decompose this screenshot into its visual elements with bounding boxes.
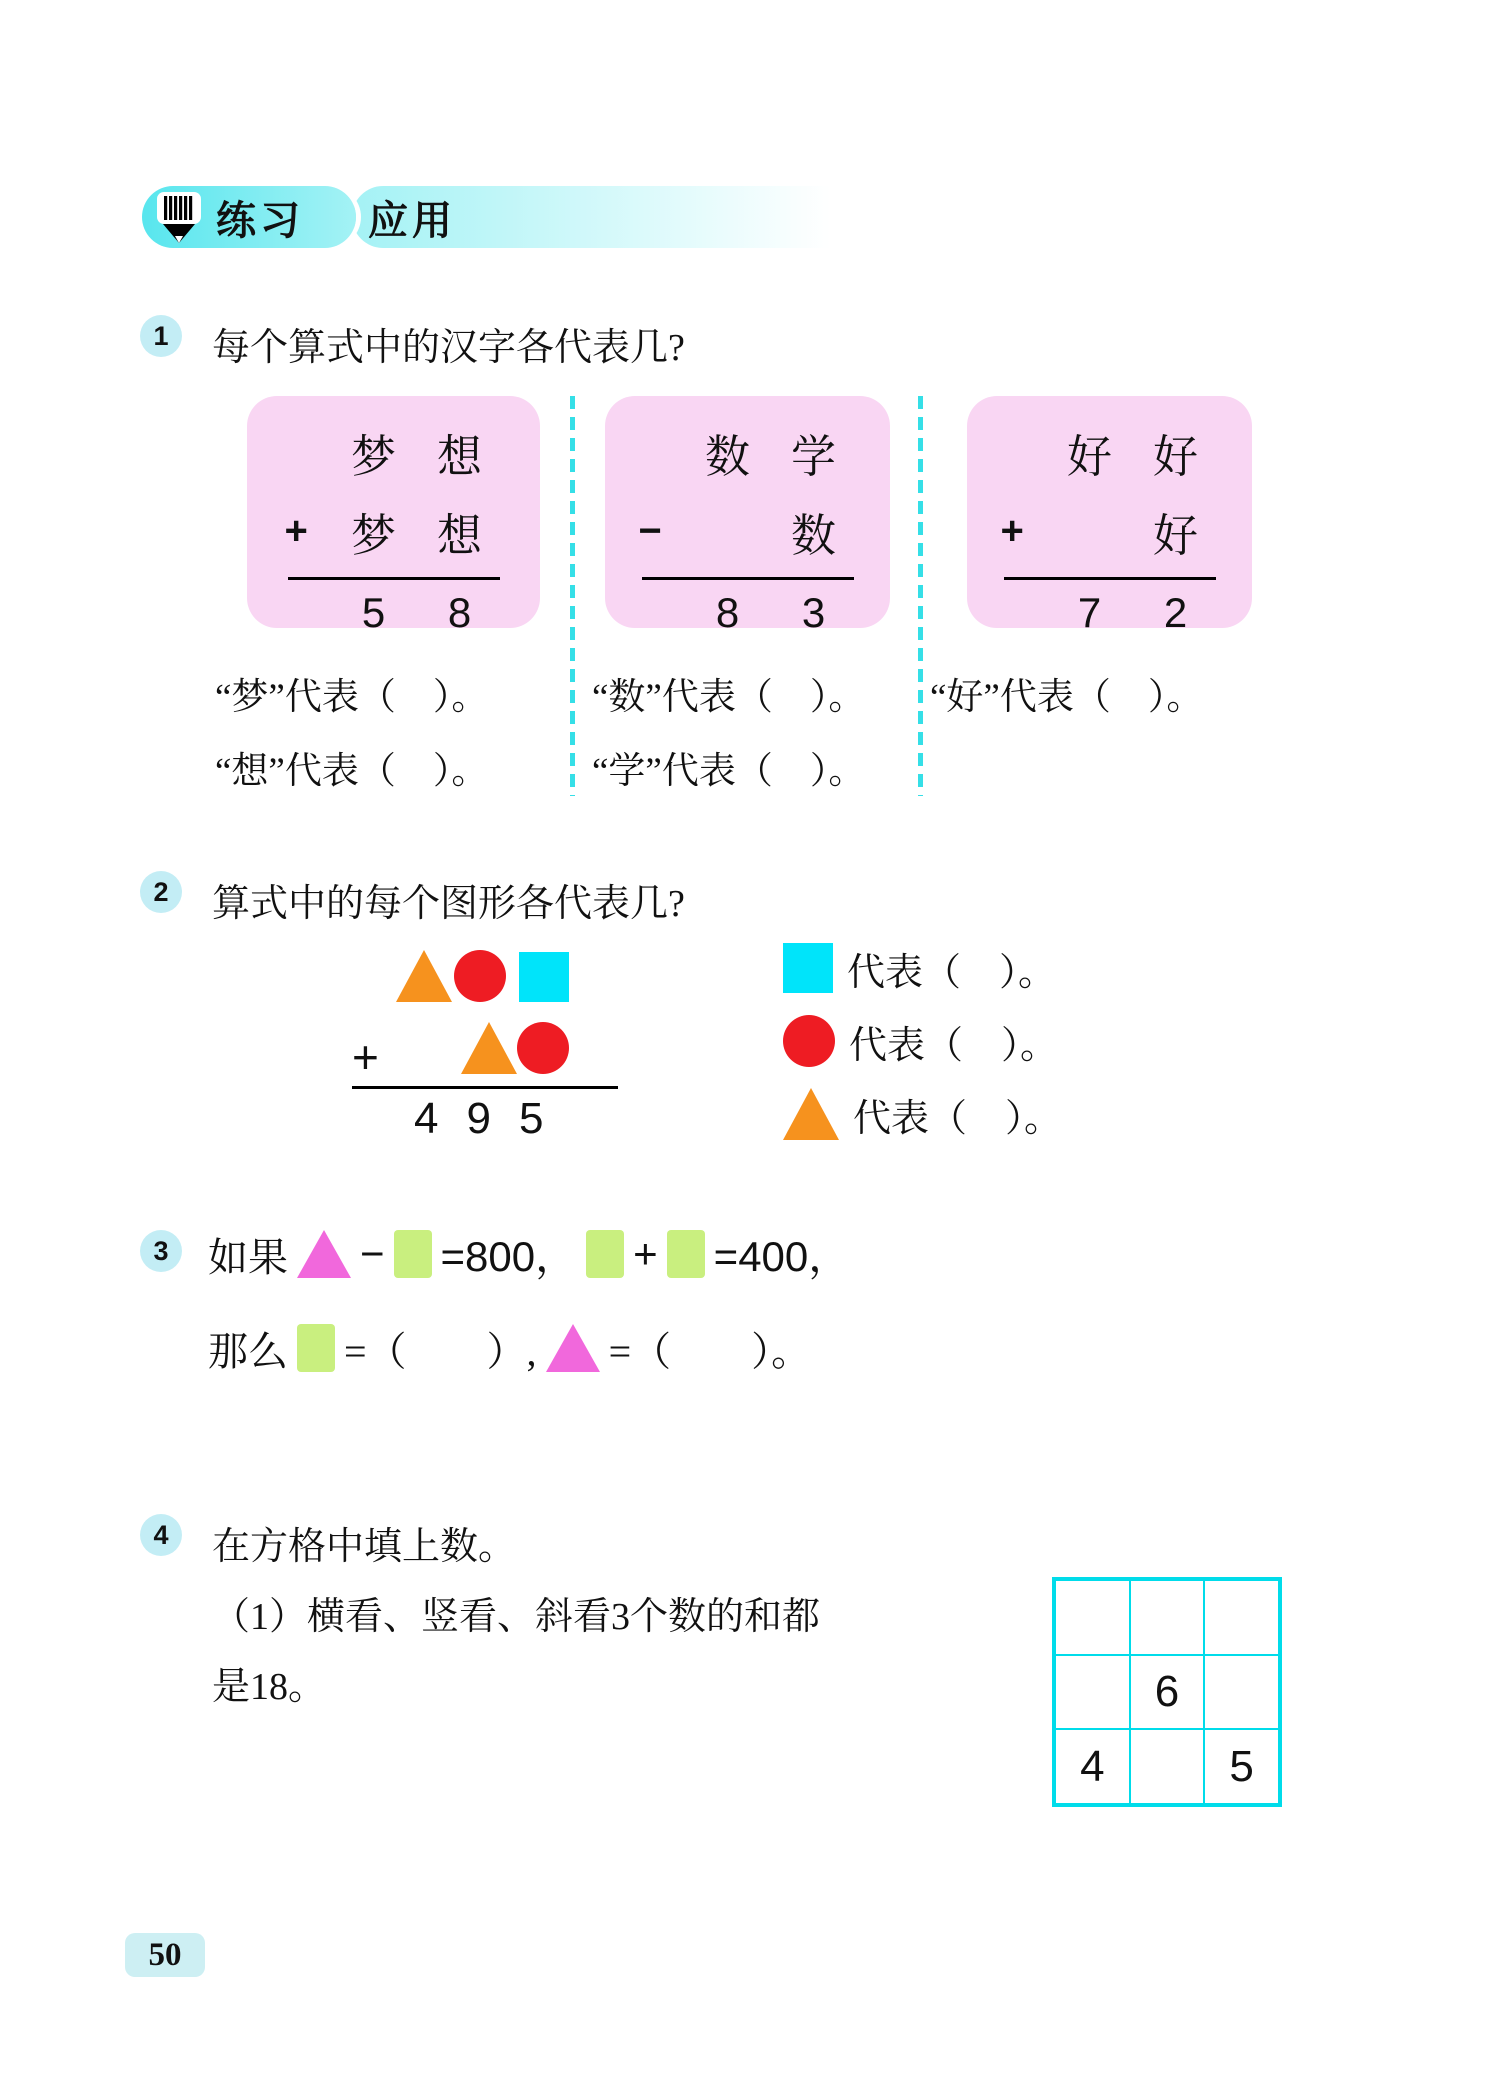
sum-rule [642, 577, 854, 580]
circle-icon [783, 1015, 835, 1067]
equals-400-text: =400， [713, 1233, 851, 1280]
q1-answer-xiang: “想”代表（ ）。 [215, 751, 489, 792]
green-square-icon [297, 1324, 335, 1372]
result-digit: 8 [447, 589, 472, 636]
result-digit: 7 [1077, 589, 1102, 636]
triangle-equals-blank: =（ ）。 [608, 1328, 812, 1374]
hanzi: 好 [1066, 432, 1112, 482]
q3-equation-line2 [208, 1320, 811, 1376]
result-digit: 3 [801, 589, 826, 636]
magenta-triangle-icon [546, 1324, 600, 1372]
vertical-sum-row1 [285, 420, 503, 485]
header-word-practice: 练习 [216, 198, 304, 243]
header-practice-pill [142, 186, 356, 248]
result-digit: 5 [361, 589, 386, 636]
q2-result [414, 1094, 543, 1144]
q1-answer-xue: “学”代表（ ）。 [592, 751, 866, 792]
sum-rule [352, 1086, 618, 1089]
vertical-sum-row2 [285, 499, 503, 564]
result-digit: 2 [1163, 589, 1188, 636]
vertical-sum-result [639, 589, 857, 637]
q3-then-text: 那么 [208, 1328, 288, 1374]
equals-800-text: =800， [440, 1233, 578, 1280]
column-divider-dashed [918, 396, 923, 796]
q2-legend [783, 942, 1062, 1161]
grid-cell[interactable] [1130, 1729, 1205, 1804]
green-square-icon [586, 1230, 624, 1278]
grid-cell[interactable] [1055, 1580, 1130, 1655]
result-digit: 8 [715, 589, 740, 636]
minus-operator: − [638, 509, 662, 553]
grid-cell[interactable] [1130, 1580, 1205, 1655]
hanzi: 梦 [350, 511, 396, 561]
sum-rule [288, 577, 500, 580]
square-icon [519, 952, 569, 1002]
q1-box-meng-xiang [247, 396, 540, 636]
hanzi: 梦 [350, 432, 396, 482]
header-word-apply: 应用 [368, 198, 456, 243]
q2-number-badge: 2 [140, 871, 182, 913]
hanzi: 学 [790, 432, 836, 482]
hanzi: 数 [790, 511, 836, 561]
vertical-sum-row2 [1001, 499, 1219, 564]
q4-subline1: （1）横看、竖看、斜看3个数的和都 [212, 1596, 821, 1638]
q2-title: 算式中的每个图形各代表几? [212, 883, 685, 925]
result-digit: 4 [414, 1094, 439, 1143]
column-divider-dashed [570, 396, 575, 796]
q1-answer-meng: “梦”代表（ ）。 [215, 677, 489, 718]
plus-operator: + [284, 509, 308, 553]
circle-icon [517, 1022, 569, 1074]
triangle-icon [396, 950, 452, 1002]
q1-title: 每个算式中的汉字各代表几? [212, 327, 685, 369]
vertical-sum-row2 [639, 499, 857, 564]
legend-label: 代表（ ）。 [849, 1024, 1059, 1067]
legend-label: 代表（ ）。 [847, 951, 1057, 994]
q4-subline2: 是18。 [212, 1666, 327, 1708]
vertical-sum-row1 [639, 420, 857, 485]
triangle-icon [783, 1088, 839, 1140]
vertical-sum-result [285, 589, 503, 637]
grid-cell[interactable] [1204, 1580, 1279, 1655]
square-equals-blank: =（ ）, [344, 1328, 537, 1374]
hanzi: 想 [436, 432, 482, 482]
plus-operator: + [352, 1031, 379, 1083]
q4-title: 在方格中填上数。 [212, 1526, 517, 1568]
q3-equation-line1 [208, 1226, 850, 1282]
q1-number-badge: 1 [140, 315, 182, 357]
hanzi: 数 [704, 432, 750, 482]
green-square-icon [667, 1230, 705, 1278]
legend-label: 代表（ ）。 [853, 1097, 1063, 1140]
grid-cell[interactable] [1055, 1655, 1130, 1730]
legend-row-circle [783, 1015, 1062, 1067]
sum-rule [1004, 577, 1216, 580]
square-icon [783, 943, 833, 993]
grid-cell[interactable] [1204, 1655, 1279, 1730]
triangle-icon [461, 1022, 517, 1074]
minus-operator: − [360, 1230, 385, 1277]
q1-box-hao-hao [967, 396, 1252, 636]
q1-answer-hao: “好”代表（ ）。 [930, 677, 1204, 718]
legend-row-triangle [783, 1088, 1062, 1140]
green-square-icon [394, 1230, 432, 1278]
q4-number-badge: 4 [140, 1514, 182, 1556]
q3-if-text: 如果 [208, 1234, 288, 1280]
plus-operator: + [1000, 509, 1024, 553]
hanzi: 好 [1152, 432, 1198, 482]
grid-cell: 6 [1130, 1655, 1205, 1730]
q3-number-badge: 3 [140, 1230, 182, 1272]
q1-answer-shu: “数”代表（ ）。 [592, 677, 866, 718]
vertical-sum-row1 [1001, 420, 1219, 485]
header-apply-pill [352, 186, 872, 248]
grid-cell: 5 [1204, 1729, 1279, 1804]
magenta-triangle-icon [297, 1230, 351, 1278]
q1-box-shu-xue [605, 396, 890, 636]
grid-cell: 4 [1055, 1729, 1130, 1804]
pencil-icon [156, 191, 202, 243]
hanzi: 好 [1152, 511, 1198, 561]
vertical-sum-result [1001, 589, 1219, 637]
legend-row-square [783, 942, 1062, 994]
result-digit: 5 [518, 1094, 544, 1143]
hanzi: 想 [436, 511, 482, 561]
plus-operator: + [633, 1230, 658, 1277]
page-number-badge: 50 [125, 1933, 205, 1977]
circle-icon [454, 950, 506, 1002]
result-digit: 9 [466, 1094, 491, 1143]
magic-square-grid [1052, 1577, 1282, 1807]
